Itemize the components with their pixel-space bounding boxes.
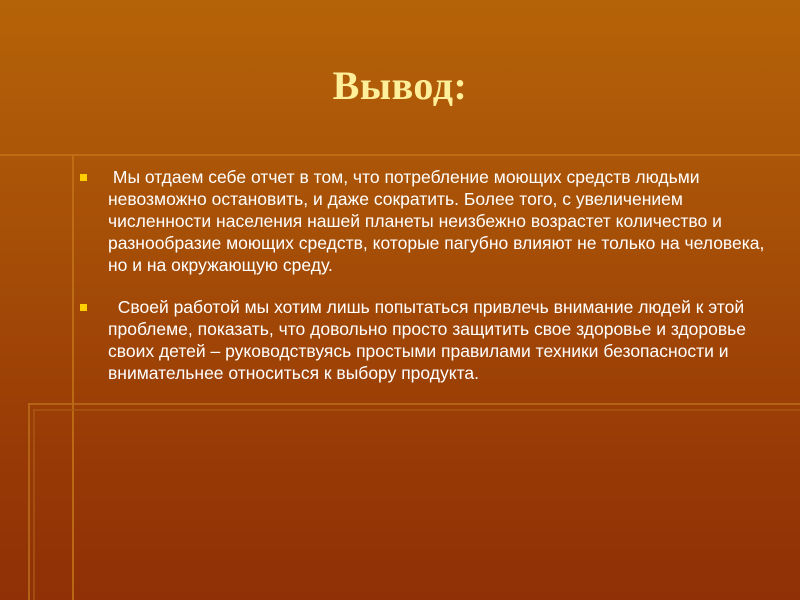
bullet-text: Мы отдаем себе отчет в том, что потребление моющих средств людьми невозможно остановить, и даже сократить. Более того, с увеличением численности населения нашей планеты неизбежно возрастет количество и разнообразие моющих средств, которые пагубно влияют не только на человека, но и на окружающую среду.: [108, 167, 770, 275]
list-item: [108, 296, 778, 384]
decorative-line: [33, 409, 800, 411]
decorative-line: [28, 403, 30, 600]
square-bullet-icon: [80, 304, 87, 311]
decorative-line: [0, 154, 800, 156]
list-item: [108, 166, 778, 276]
square-bullet-icon: [80, 174, 87, 181]
decorative-line: [72, 154, 74, 600]
slide-title: Вывод:: [332, 63, 468, 108]
decorative-line: [33, 409, 35, 600]
bullet-text: Своей работой мы хотим лишь попытаться привлечь внимание людей к этой проблеме, показать, что довольно просто защитить свое здоровье и здоровье своих детей – руководствуясь простыми правилами техники безопасности и внимательнее относиться к выбору продукта.: [108, 297, 751, 383]
bullet-list: [108, 166, 778, 404]
